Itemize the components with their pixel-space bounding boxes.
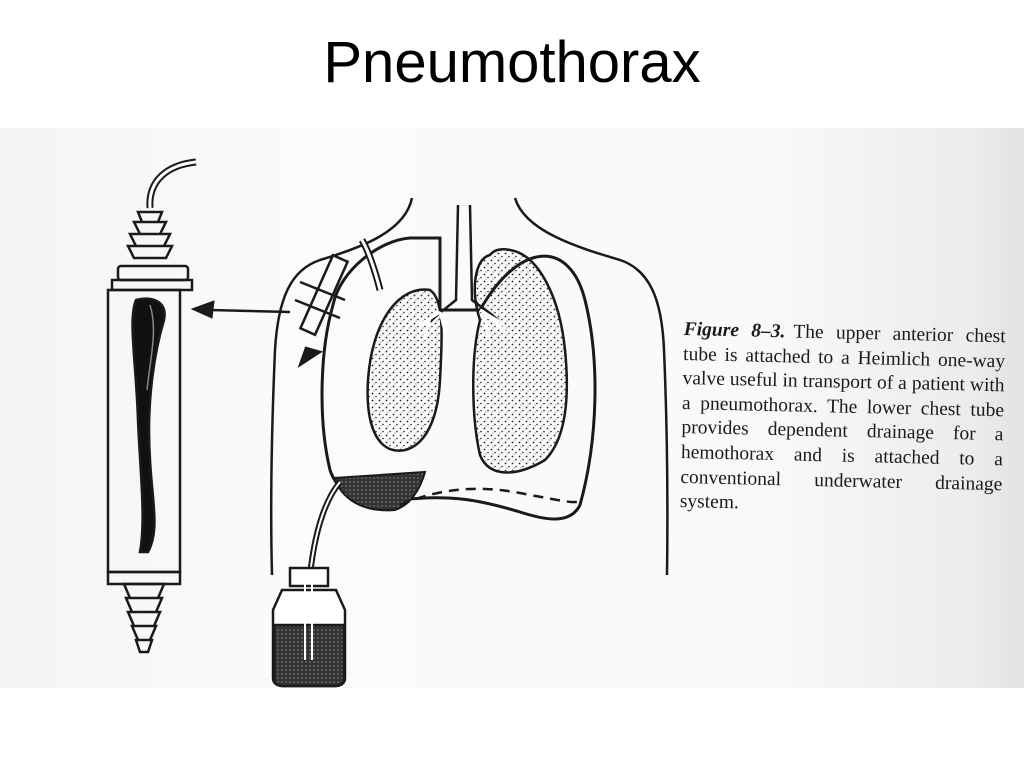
lower-chest-tube bbox=[310, 482, 340, 575]
figure-caption bbox=[680, 318, 1006, 522]
right-lung bbox=[473, 249, 567, 472]
left-lung bbox=[368, 290, 442, 451]
torso-outline bbox=[271, 198, 667, 575]
upper-chest-tube bbox=[295, 240, 380, 365]
pointer-arrow bbox=[192, 301, 290, 318]
drainage-bottle bbox=[273, 568, 345, 686]
pleural-fluid bbox=[334, 472, 425, 510]
caption-text: The upper anterior chest tube is attached to a Heimlich one-way valve useful in transport of a patient with a pneumothorax. The lower chest tube provides dependent drainage for a hemothorax and is attached to a conventional underwater drainage system. bbox=[679, 321, 1006, 514]
figure-label: Figure 8–3. bbox=[683, 318, 786, 343]
heimlich-valve bbox=[108, 162, 196, 652]
slide-title: Pneumothorax bbox=[323, 30, 701, 95]
